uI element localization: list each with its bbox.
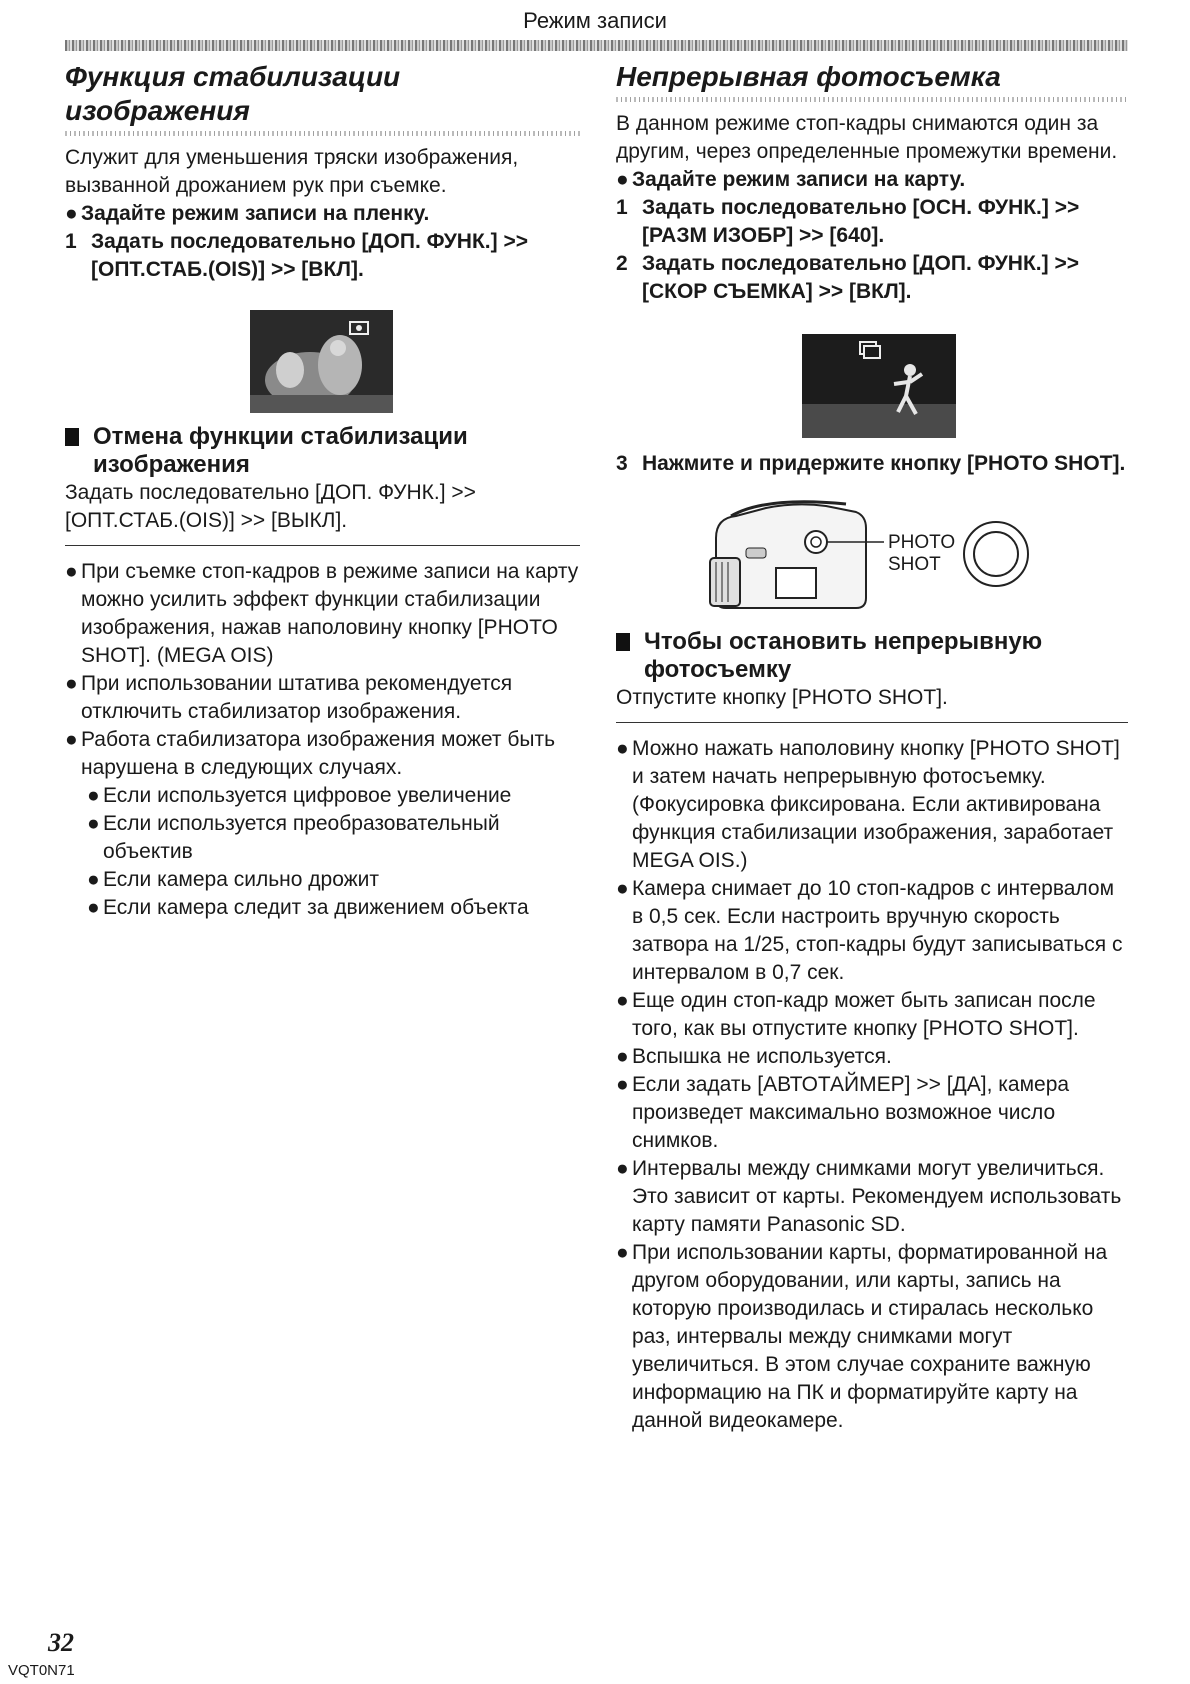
bullet-icon: ●	[616, 989, 629, 1012]
note-item: ● Работа стабилизатора изображения может быть нарушена в следующих случаях.	[65, 726, 580, 782]
stop-continuous-heading	[616, 628, 1128, 684]
ois-screen-illustration	[250, 310, 393, 413]
note-item: ● При использовании штатива рекомендуется отключить стабилизатор изображения.	[65, 670, 580, 726]
continuous-step-3	[616, 450, 1128, 478]
bullet-icon: ●	[87, 896, 100, 919]
bullet-icon: ●	[616, 168, 629, 191]
stop-heading-text: Чтобы остановить непрерывную фотосъемку	[644, 628, 1043, 683]
bullet-icon: ●	[616, 877, 629, 900]
section-divider	[616, 722, 1128, 723]
note-item: ● Если задать [АВТОТАЙМЕР] >> [ДА], камера произведет максимально возможное число снимков.	[616, 1071, 1128, 1155]
sub-note-item: ● Если используется цифровое увеличение	[87, 782, 580, 810]
note-item: ● При использовании карты, форматированной на другом оборудовании, или карты, запись на которую производилась и стиралась несколько раз, интервалы между снимками могут увеличиться. В этом случае сохраните важную информацию на ПК и форматируйте карту на данной видеокамере.	[616, 1239, 1128, 1435]
bullet-icon: ●	[87, 812, 100, 835]
note-item: ● Камера снимает до 10 стоп-кадров с интервалом в 0,5 сек. Если настроить вручную скорость затвора на 1/25, стоп-кадры будут записываться с интервалом в 0,7 сек.	[616, 875, 1128, 987]
continuous-step-2	[616, 250, 1128, 306]
bullet-icon: ●	[65, 202, 78, 225]
bullet-icon: ●	[616, 737, 629, 760]
cancel-heading-text: Отмена функции стабилизации изображения	[93, 423, 468, 478]
section-divider	[65, 545, 580, 546]
header-rule	[65, 40, 1128, 51]
burst-screen-illustration	[802, 334, 956, 438]
square-bullet-icon	[616, 633, 630, 651]
sub-note-item: ● Если камера следит за движением объекта	[87, 894, 580, 922]
sub-note-item: ● Если камера сильно дрожит	[87, 866, 580, 894]
continuous-step-1	[616, 194, 1128, 250]
note-item: ● При съемке стоп-кадров в режиме записи на карту можно усилить эффект функции стабилизации изображения, нажав наполовину кнопку [PHOTO SHOT]. (MEGA OIS)	[65, 558, 580, 670]
note-item: ● Еще один стоп-кадр может быть записан после того, как вы отпустите кнопку [PHOTO SHOT].	[616, 987, 1128, 1043]
step-text: Задать последовательно [ОСН. ФУНК.] >> [РАЗМ ИЗОБР] >> [640].	[642, 196, 1080, 247]
camera-photo-shot-diagram	[616, 498, 1128, 618]
sub-note-item: ● Если используется преобразовательный объектив	[87, 810, 580, 866]
step-number: 3	[616, 452, 628, 475]
photo-shot-label: PHOTO SHOT	[888, 532, 956, 575]
step-text: Нажмите и придержите кнопку [PHOTO SHOT].	[642, 452, 1126, 475]
step-number: 1	[616, 196, 628, 219]
step-text: Задать последовательно [ДОП. ФУНК.] >> [ОПТ.СТАБ.(OIS)] >> [ВКЛ].	[91, 230, 528, 281]
bullet-icon: ●	[65, 560, 78, 583]
page-number: 32	[48, 1628, 74, 1657]
continuous-intro: В данном режиме стоп-кадры снимаются один за другим, через определенные промежутки времени.	[616, 112, 1118, 163]
burst-screen-photo	[802, 334, 956, 438]
stabilization-step-1	[65, 228, 580, 284]
right-column	[616, 60, 1128, 1435]
note-item: ● Вспышка не используется.	[616, 1043, 1128, 1071]
title-underline	[616, 97, 1128, 102]
stabilization-intro: Служит для уменьшения тряски изображения, вызванной дрожанием рук при съемке.	[65, 146, 519, 197]
stabilization-title: Функция стабилизации изображения	[65, 61, 401, 126]
ois-screen-photo	[250, 310, 393, 413]
continuous-shooting-title: Непрерывная фотосъемка	[616, 61, 1001, 92]
bullet-icon: ●	[87, 784, 100, 807]
left-column	[65, 60, 580, 922]
cancel-stabilization-text: Задать последовательно [ДОП. ФУНК.] >> [ОПТ.СТАБ.(OIS)] >> [ВЫКЛ].	[65, 481, 476, 532]
stop-continuous-text: Отпустите кнопку [PHOTO SHOT].	[616, 686, 948, 709]
prereq-text: Задайте режим записи на пленку.	[81, 202, 430, 225]
step-number: 2	[616, 252, 628, 275]
cancel-stabilization-heading	[65, 423, 580, 479]
prereq-text: Задайте режим записи на карту.	[632, 168, 966, 191]
camcorder-icon	[706, 498, 1046, 618]
bullet-icon: ●	[616, 1073, 629, 1096]
tape-mode-prereq	[65, 200, 580, 228]
bullet-icon: ●	[616, 1241, 629, 1264]
step-text: Задать последовательно [ДОП. ФУНК.] >> [СКОР СЪЕМКА] >> [ВКЛ].	[642, 252, 1079, 303]
note-item: ● Интервалы между снимками могут увеличиться. Это зависит от карты. Рекомендуем использовать карту памяти Panasonic SD.	[616, 1155, 1128, 1239]
document-code: VQT0N71	[8, 1662, 75, 1679]
square-bullet-icon	[65, 428, 79, 446]
bullet-icon: ●	[616, 1045, 629, 1068]
note-item: ● Можно нажать наполовину кнопку [PHOTO SHOT] и затем начать непрерывную фотосъемку. (Фокусировка фиксирована. Если активирована функция стабилизации изображения, заработает MEGA OIS.)	[616, 735, 1128, 875]
bullet-icon: ●	[87, 868, 100, 891]
bullet-icon: ●	[65, 672, 78, 695]
step-number: 1	[65, 230, 77, 253]
bullet-icon: ●	[65, 728, 78, 751]
card-mode-prereq	[616, 166, 1128, 194]
page-header-title: Режим записи	[523, 8, 667, 33]
bullet-icon: ●	[616, 1157, 629, 1180]
title-underline	[65, 131, 580, 136]
